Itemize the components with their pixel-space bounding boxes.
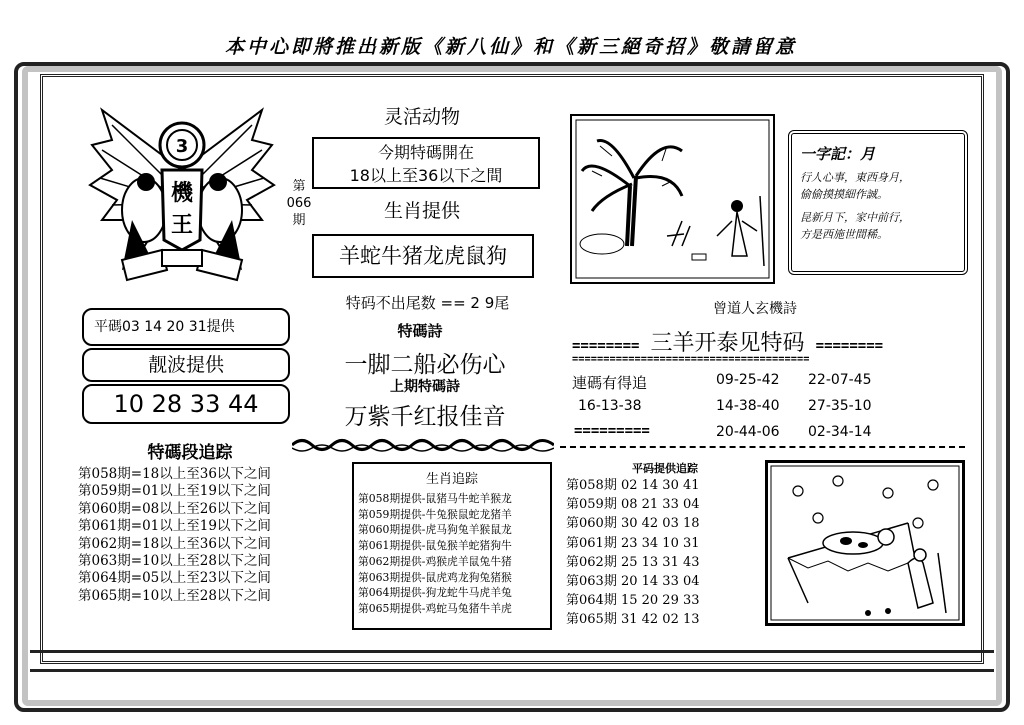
logo-name-bottom: 王 <box>170 212 194 238</box>
link-code-2a: 16-13-38 <box>578 398 642 414</box>
wave-title: 靓波提供 <box>82 348 290 382</box>
shengxiao-box: 羊蛇牛猪龙虎鼠狗 <box>312 234 534 278</box>
zodiac-row: 第064期提供-狗龙蛇牛马虎羊兔 <box>358 586 512 600</box>
banana-tree-picture <box>570 114 775 284</box>
shengxiao-title: 生肖提供 <box>383 200 460 222</box>
flat-code-box: 平碼03 14 20 31提供 <box>82 308 290 346</box>
cat-mouse-picture <box>765 460 965 626</box>
prev-poem-line: 万紫千红报佳音 <box>344 404 506 430</box>
zodiac-row: 第061期提供-鼠兔猴羊蛇猪狗牛 <box>358 539 512 553</box>
bottom-frame-strip <box>30 650 994 672</box>
animals-title: 灵活动物 <box>383 106 460 128</box>
cat-mouse-scene-icon <box>768 463 962 623</box>
trace-row: 第058期=18以上至36以下之间 <box>78 466 271 482</box>
zodiac-row: 第058期提供-鼠猪马牛蛇羊猴龙 <box>358 492 512 505</box>
flat-trace-row: 第061期 23 34 10 31 <box>566 535 700 551</box>
flat-trace-row: 第063期 20 14 33 04 <box>566 574 700 590</box>
zodiac-row: 第065期提供-鸡蛇马兔猪牛羊虎 <box>358 601 512 615</box>
zodiac-trace-box <box>352 462 552 630</box>
ornament-divider <box>292 436 554 454</box>
zodiac-row: 第060期提供-虎马狗兔羊猴鼠龙 <box>358 523 512 537</box>
trace-row: 第063期=10以上至28以下之间 <box>78 553 271 570</box>
link-code-1b: 22-07-45 <box>808 372 872 388</box>
riddle-title: 一字記：月 <box>800 145 876 163</box>
mystic-headline: 三羊开泰见特码 <box>650 331 805 356</box>
flat-trace-title: 平码提供追踪 <box>632 462 698 475</box>
zodiac-row: 第059期提供-牛兔猴鼠蛇龙猪羊 <box>358 507 512 521</box>
zodiac-row: 第062期提供-鸡猴虎羊鼠兔牛猪 <box>358 554 512 568</box>
headline-dash-left: ======== <box>572 338 640 354</box>
flat-trace-row: 第064期 15 20 29 33 <box>566 593 700 609</box>
riddle-line1: 行人心事，東西身月， <box>800 171 910 184</box>
trace-row: 第059期=01以上至19以下之间 <box>78 483 271 500</box>
seal-number: 3 <box>175 136 189 157</box>
mystic-headline-row <box>572 326 962 356</box>
link-code-1a: 09-25-42 <box>716 372 780 388</box>
issue-number: 第 066 期 <box>286 179 312 228</box>
range-box <box>312 137 540 189</box>
mystic-speaker: 曾道人玄機詩 <box>713 301 797 317</box>
flat-trace-row: 第059期 08 21 33 04 <box>566 497 700 513</box>
trace-row: 第064期=05以上至23以下之间 <box>78 570 271 587</box>
trace-title: 特碼段追踪 <box>147 443 233 463</box>
page-header: 本中心即將推出新版《新八仙》和《新三絕奇招》敬請留意 <box>225 36 798 58</box>
poem-line: 一脚二船必伤心 <box>344 352 506 378</box>
mystic-dash-full: ====================================== <box>572 353 810 365</box>
scholar-scene-icon <box>572 116 773 282</box>
flat-trace-row: 第065期 31 42 02 13 <box>566 612 700 628</box>
trace-list <box>78 466 300 605</box>
link-code-label: 連碼有得追 <box>572 374 648 392</box>
flat-trace-list <box>566 476 746 630</box>
flat-trace-row: 第058期 02 14 30 41 <box>566 478 700 493</box>
riddle-box <box>788 130 968 275</box>
riddle-line4: 方是西施世間稀。 <box>800 228 888 241</box>
riddle-line3: 昆新月下，家中前行， <box>800 211 910 224</box>
link-code-3b: 02-34-14 <box>808 424 872 440</box>
headline-dash-right: ======== <box>815 338 884 354</box>
eagle-emblem-icon <box>82 100 282 285</box>
range-line2: 18以上至36以下之間 <box>349 166 503 185</box>
riddle-line2: 偷偷摸摸細作誠。 <box>800 188 888 201</box>
flat-trace-row: 第062期 25 13 31 43 <box>566 554 700 570</box>
prev-poem-title: 上期特碼詩 <box>390 379 460 395</box>
poem-title: 特碼詩 <box>397 322 443 340</box>
wave-numbers: 10 28 33 44 <box>82 384 290 424</box>
tail-number-label: 特码不出尾数 == 2 9尾 <box>345 294 510 312</box>
link-code-3-dash: ========= <box>574 423 650 439</box>
range-line1: 今期特碼開在 <box>377 143 474 162</box>
eagle-logo <box>82 100 282 285</box>
flat-trace-row: 第060期 30 42 03 18 <box>566 516 700 532</box>
zodiac-trace-title: 生肖追踪 <box>425 472 478 487</box>
scroll-ornament-icon <box>292 436 554 454</box>
logo-name-top: 機 <box>170 180 194 206</box>
trace-row: 第060期=08以上至26以下之间 <box>78 500 271 517</box>
link-code-2c: 27-35-10 <box>808 398 872 414</box>
link-code-3a: 20-44-06 <box>716 424 780 440</box>
trace-row: 第065期=10以上至28以下之间 <box>78 587 271 604</box>
zodiac-row: 第063期提供-鼠虎鸡龙狗兔猪猴 <box>358 570 512 584</box>
trace-row: 第061期=01以上至19以下之间 <box>78 518 271 535</box>
section-divider <box>560 446 965 448</box>
link-code-2b: 14-38-40 <box>716 398 780 414</box>
trace-row: 第062期=18以上至36以下之间 <box>78 535 271 552</box>
